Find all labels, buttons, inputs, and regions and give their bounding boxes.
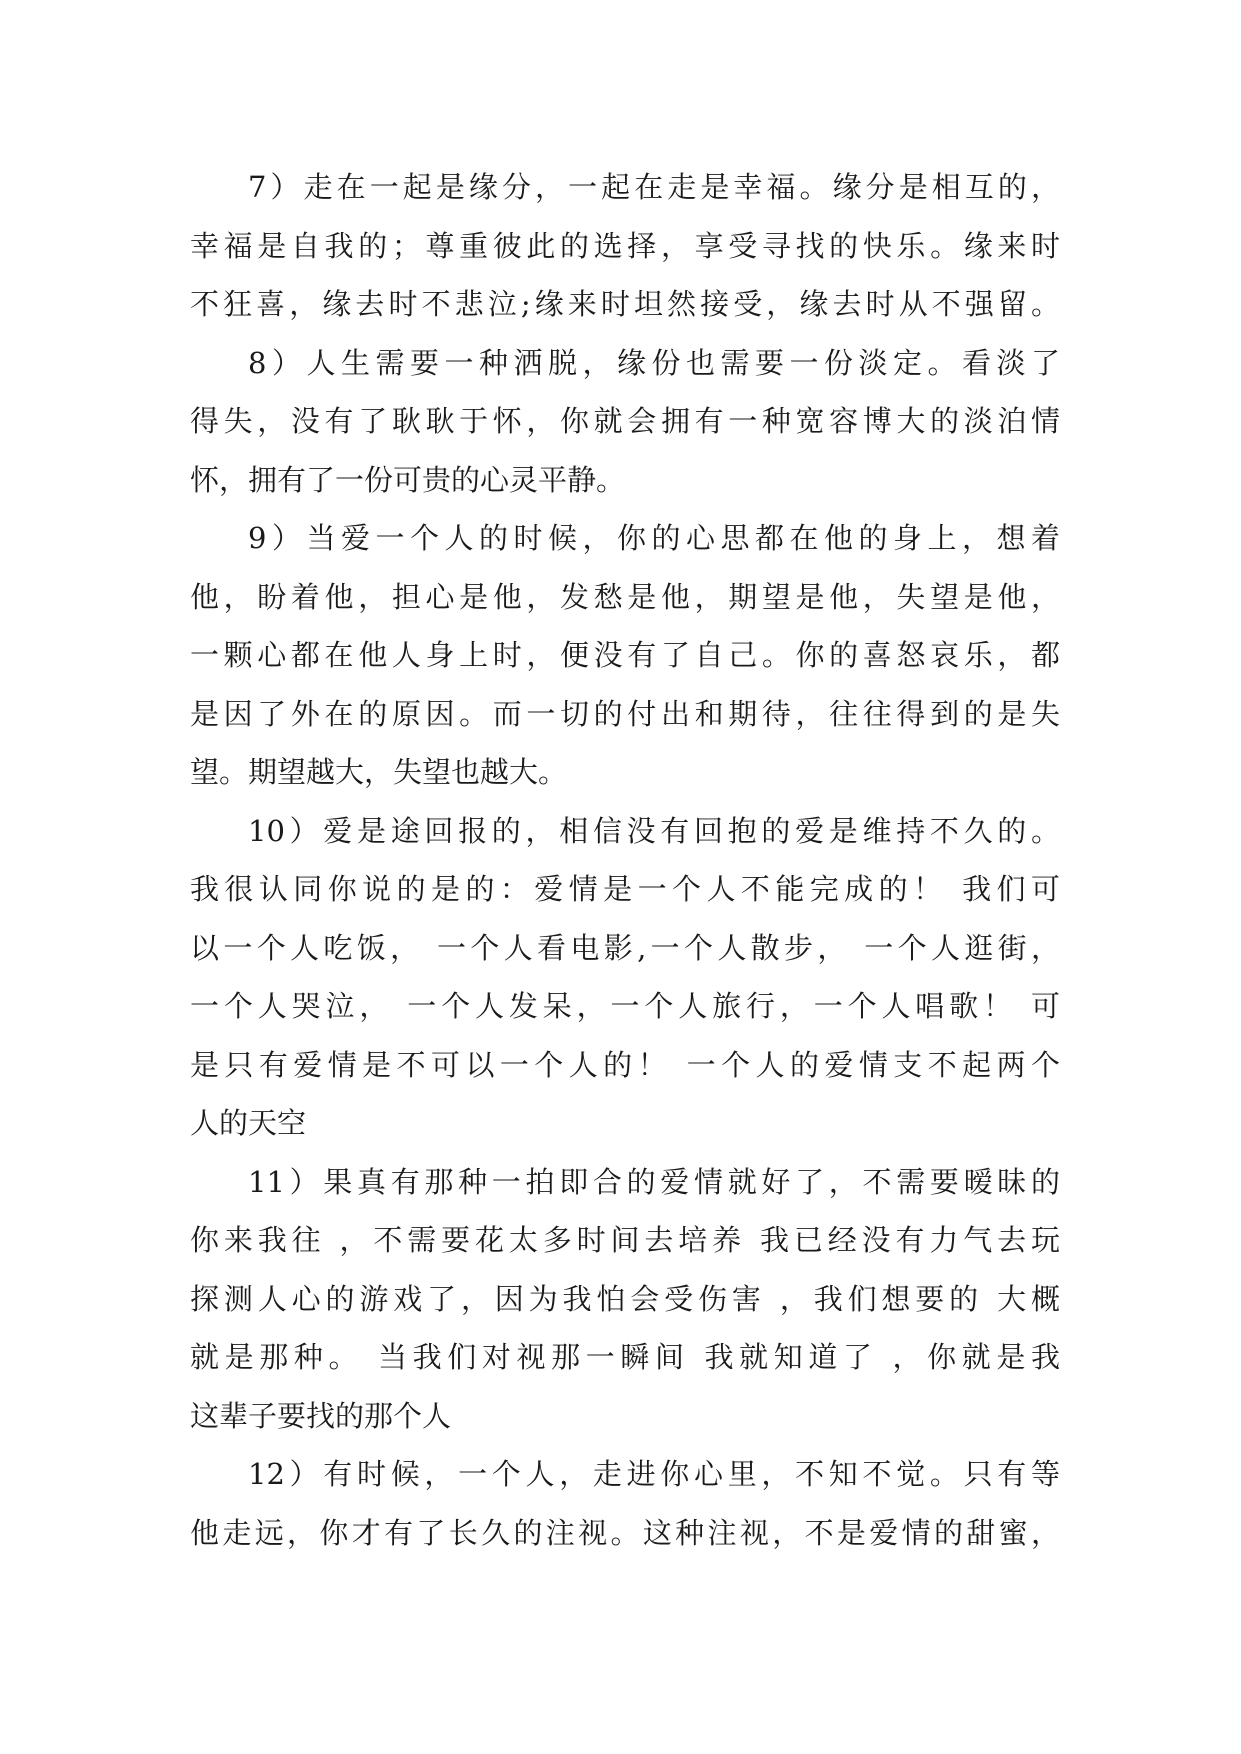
text-line: 他，盼着他，担心是他，发愁是他，期望是他，失望是他，	[190, 579, 1060, 614]
paragraph-8	[190, 334, 1060, 510]
text-line: 12）有时候，一个人，走进你心里，不知不觉。只有等	[248, 1457, 1060, 1491]
text-line: 望。期望越大，失望也越大。	[190, 755, 568, 789]
text-line: 是只有爱情是不可以一个人的！ 一个人的爱情支不起两个	[190, 1047, 1060, 1082]
text-line: 幸福是自我的；尊重彼此的选择，享受寻找的快乐。缘来时	[190, 228, 1060, 263]
text-line: 他走远，你才有了长久的注视。这种注视，不是爱情的甜蜜，	[190, 1515, 1060, 1550]
text-line: 怀，拥有了一份可贵的心灵平静。	[190, 462, 626, 497]
document-body	[190, 158, 1060, 1562]
text-line: 是因了外在的原因。而一切的付出和期待，往往得到的是失	[190, 696, 1060, 731]
text-line: 10）爱是途回报的，相信没有回抱的爱是维持不久的。	[248, 813, 1060, 848]
text-line: 一颗心都在他人身上时，便没有了自己。你的喜怒哀乐，都	[190, 638, 1060, 672]
text-line: 你来我往 ，不需要花太多时间去培养 我已经没有力气去玩	[190, 1223, 1060, 1257]
text-line: 探测人心的游戏了，因为我怕会受伤害 ，我们想要的 大概	[190, 1281, 1060, 1316]
text-line: 11）果真有那种一拍即合的爱情就好了，不需要暧昧的	[248, 1164, 1060, 1199]
text-line: 就是那种。 当我们对视那一瞬间 我就知道了 ，你就是我	[190, 1340, 1060, 1374]
text-line: 这辈子要找的那个人	[190, 1398, 452, 1433]
text-line: 8）人生需要一种洒脱，缘份也需要一份淡定。看淡了	[248, 345, 1060, 380]
paragraph-7	[190, 158, 1060, 334]
text-line: 以一个人吃饭， 一个人看电影,一个人散步， 一个人逛街，	[190, 930, 1060, 965]
text-line: 我很认同你说的是的：爱情是一个人不能完成的！ 我们可	[190, 872, 1060, 906]
paragraph-12	[190, 1445, 1060, 1562]
text-line: 9）当爱一个人的时候，你的心思都在他的身上，想着	[248, 521, 1060, 555]
text-line: 一个人哭泣， 一个人发呆，一个人旅行，一个人唱歌！ 可	[190, 989, 1060, 1023]
paragraph-10	[190, 802, 1060, 1153]
text-line: 得失，没有了耿耿于怀，你就会拥有一种宽容博大的淡泊情	[190, 404, 1060, 438]
text-line: 7）走在一起是缘分，一起在走是幸福。缘分是相互的，	[248, 170, 1060, 204]
paragraph-9	[190, 509, 1060, 802]
text-line: 人的天空	[190, 1106, 307, 1140]
text-line: 不狂喜，缘去时不悲泣;缘来时坦然接受，缘去时从不强留。	[190, 287, 1060, 321]
paragraph-11	[190, 1153, 1060, 1446]
